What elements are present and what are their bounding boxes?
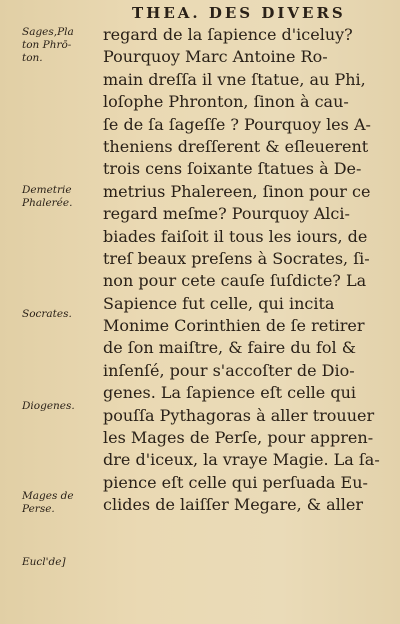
margin-note-line: ton. bbox=[22, 52, 43, 64]
margin-note-line: Demetrie bbox=[22, 184, 72, 196]
margin-note-line: ton Phrō- bbox=[22, 39, 72, 51]
margin-note-line: Phalerée. bbox=[22, 197, 73, 209]
text-line: regard de la ſapience d'iceluy? bbox=[103, 25, 353, 44]
text-line: Pourquoy Marc Antoine Ro- bbox=[103, 47, 328, 67]
margin-note-line: Eucl'de] bbox=[22, 556, 66, 568]
body-text bbox=[103, 24, 393, 517]
text-line: main dreſſa il vne ſtatue, au Phi, bbox=[103, 69, 366, 89]
margin-note-demetrie bbox=[22, 184, 102, 210]
margin-note-line: Sages,Pla bbox=[22, 26, 74, 38]
margin-note-mages-perse bbox=[22, 490, 102, 516]
text-line: inſenſé, pour s'accoſter de Dio- bbox=[103, 360, 355, 380]
text-line: regard meſme? Pourquoy Alci- bbox=[103, 204, 350, 224]
text-line: non pour cete cauſe ſuſdicte? La bbox=[103, 271, 367, 291]
text-line: treſ beaux preſens à Socrates, ſi- bbox=[103, 248, 370, 268]
margin-note-euclide bbox=[22, 556, 102, 569]
text-line: clides de laiſſer Megare, & aller bbox=[103, 495, 363, 515]
margin-note-line: Mages de bbox=[22, 490, 74, 502]
margin-note-line: Socrates. bbox=[22, 308, 72, 320]
margin-note-diogenes bbox=[22, 400, 102, 413]
text-line: metrius Phalereen, ſinon pour ce bbox=[103, 181, 371, 201]
margin-note-line: Diogenes. bbox=[22, 400, 75, 412]
text-line: theniens dreſſerent & eſleuerent bbox=[103, 136, 369, 156]
text-line: dre d'iceux, la vraye Magie. La ſa- bbox=[103, 450, 380, 470]
text-line: ſe de ſa ſageſſe ? Pourquoy les A- bbox=[103, 114, 371, 134]
margin-note-line: Perse. bbox=[22, 503, 55, 515]
text-line: les Mages de Perſe, pour appren- bbox=[103, 428, 374, 448]
text-line: Sapience fut celle, qui incita bbox=[103, 293, 335, 313]
text-line: pouſſa Pythagoras à aller trouuer bbox=[103, 405, 375, 425]
text-line: genes. La ſapience eſt celle qui bbox=[103, 383, 357, 403]
margin-note-socrates bbox=[22, 308, 102, 321]
margin-note-sages-phronton bbox=[22, 26, 102, 65]
text-line: Monime Corinthien de ſe retirer bbox=[103, 316, 365, 336]
text-line: pience eſt celle qui perſuada Eu- bbox=[103, 472, 368, 492]
text-line: loſophe Phronton, ſinon à cau- bbox=[103, 92, 349, 112]
text-line: trois cens ſoixante ſtatues à De- bbox=[103, 159, 362, 179]
running-head: THEA. DES DIVERS bbox=[132, 4, 346, 22]
text-line: biades faiſoit il tous les iours, de bbox=[103, 226, 368, 246]
text-line: de ſon maiſtre, & faire du fol & bbox=[103, 338, 356, 358]
